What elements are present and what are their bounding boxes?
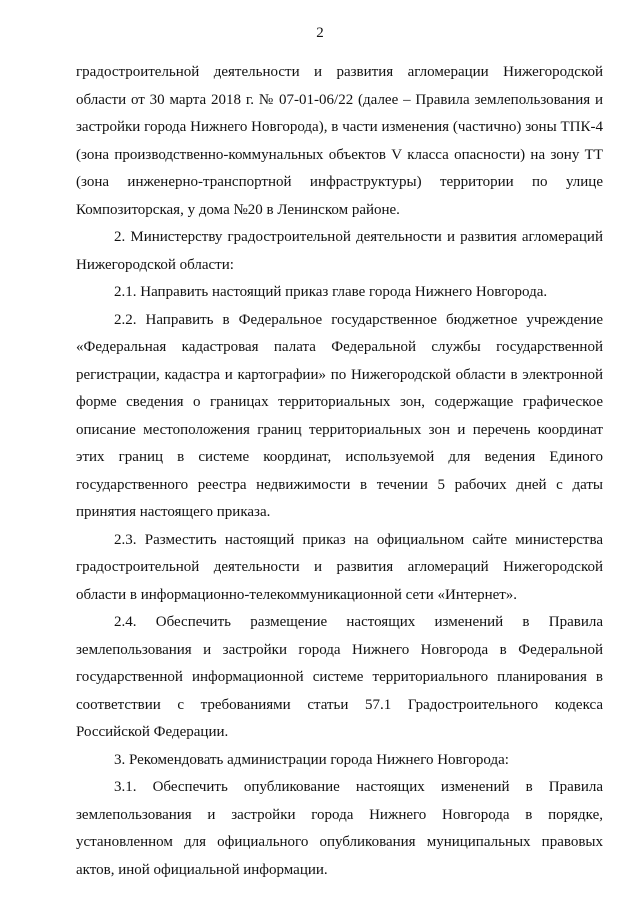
- paragraph-1-continuation: градостроительной деятельности и развития агломерации Нижегородской области от 30 марта 2018 г. № 07-01-06/22 (далее – Правила землепользования и застройки города Нижнего Новгорода), в части изменения (частично) зоны ТПК-4 (зона производственно-коммунальных объектов V класса опасности) на зону ТТ (зона инженерно-транспортной инфраструктуры) территории по улице Композиторская, у дома №20 в Ленинском районе.: [76, 64, 603, 218]
- paragraph-2-1: 2.1. Направить настоящий приказ главе города Нижнего Новгорода.: [114, 284, 548, 300]
- paragraph-3: 3. Рекомендовать администрации города Нижнего Новгорода:: [114, 751, 509, 768]
- paragraph-3-1: 3.1. Обеспечить опубликование настоящих изменений в Правила землепользования и застройки города Нижнего Новгорода в порядке, установленном для официального опубликования муниципальных правовых актов, иной официальной информации.: [76, 779, 603, 878]
- paragraph-2-2: 2.2. Направить в Федеральное государственное бюджетное учреждение «Федеральная кадастровая палата Федеральной службы государственной регистрации, кадастра и картографии» по Нижегородской области в электронной форме сведения о границах территориальных зон, содержащие графическое описание местоположения границ территориальных зон и перечень координат этих границ в системе координат, используемой для ведения Единого государственного реестра недвижимости в течении 5 рабочих дней с даты принятия настоящего приказа.: [76, 311, 603, 520]
- paragraph-2-4: 2.4. Обеспечить размещение настоящих изменений в Правила землепользования и застройки города Нижнего Новгорода в Федеральной государственной информационной системе территориального планирования в соответствии с требованиями статьи 57.1 Градостроительного кодекса Российской Федерации.: [76, 614, 603, 740]
- paragraph-2: 2. Министерству градостроительной деятельности и развития агломераций Нижегородской области:: [76, 229, 603, 273]
- paragraph-2-3: 2.3. Разместить настоящий приказ на официальном сайте министерства градостроительной деятельности и развития агломераций Нижегородской области в информационно-телекоммуникационной сети «Интернет».: [76, 531, 603, 603]
- page-number: 2: [316, 25, 324, 41]
- document-body: [76, 59, 603, 884]
